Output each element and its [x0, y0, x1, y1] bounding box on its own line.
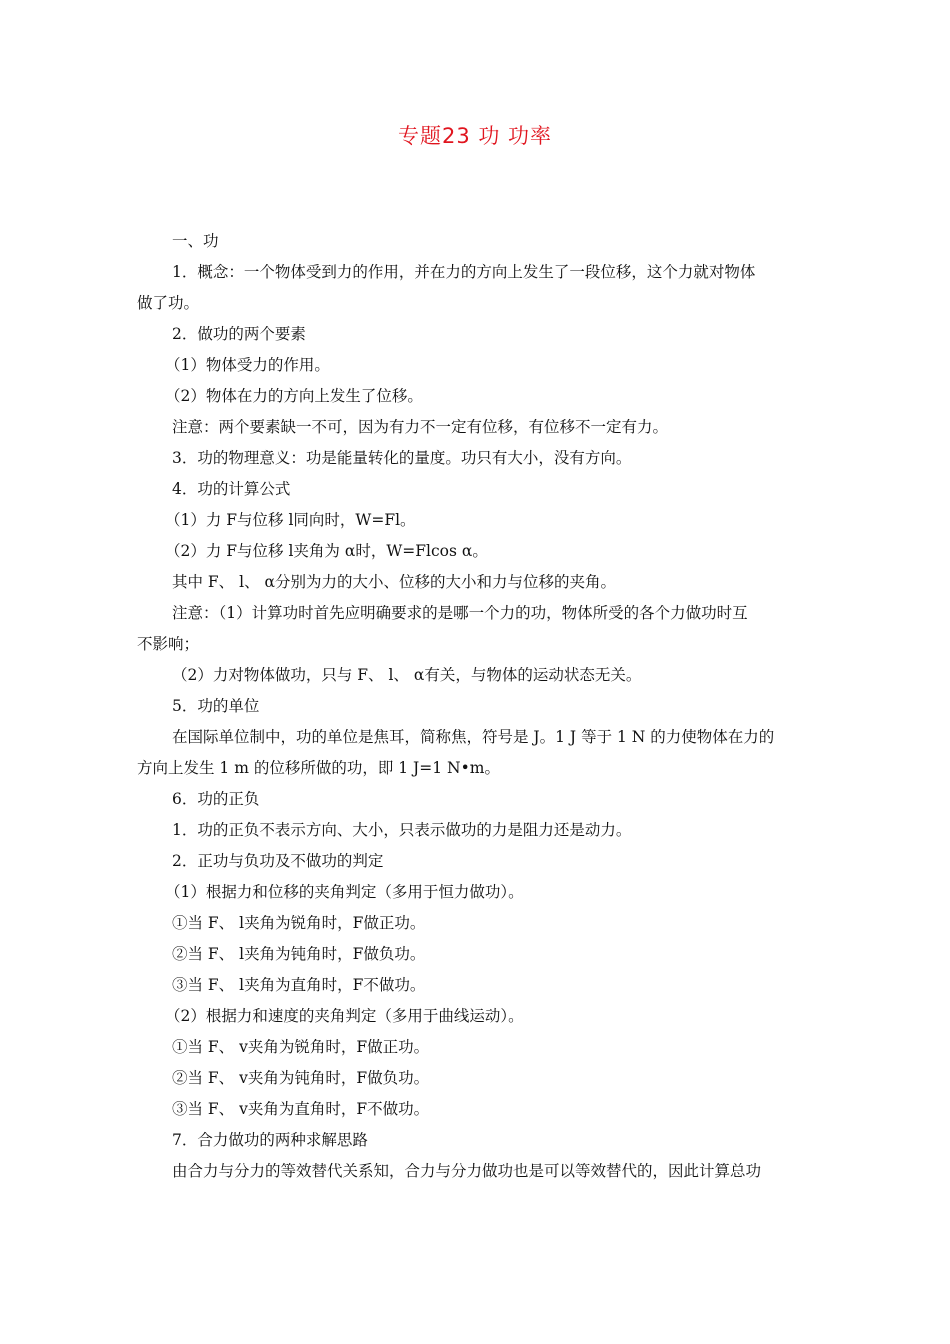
paragraph-line: ③当 F、 l夹角为直角时，F不做功。 [172, 976, 426, 994]
paragraph-line: （1）力 F与位移 l同向时，W=Fl。 [165, 511, 416, 529]
paragraph-line: 1．概念：一个物体受到力的作用，并在力的方向上发生了一段位移，这个力就对物体 [172, 263, 756, 281]
paragraph-line: （1）根据力和位移的夹角判定（多用于恒力做功）。 [165, 883, 524, 901]
paragraph-line: （2）物体在力的方向上发生了位移。 [165, 387, 423, 405]
paragraph-line: ②当 F、 v夹角为钝角时，F做负功。 [172, 1069, 430, 1087]
paragraph-line: 2．做功的两个要素 [172, 325, 306, 343]
paragraph-line: 方向上发生 1 m 的位移所做的功，即 1 J=1 N•m。 [137, 759, 500, 777]
paragraph-line: （2）力 F与位移 l夹角为 α时，W=Flcos α。 [165, 542, 488, 560]
paragraph-line: （1）物体受力的作用。 [165, 356, 330, 374]
document-body [137, 226, 817, 1187]
paragraph-line: 5．功的单位 [172, 697, 260, 715]
paragraph-line: 不影响； [137, 635, 200, 653]
paragraph-line: 其中 F、 l、 α分别为力的大小、位移的大小和力与位移的夹角。 [172, 573, 616, 591]
paragraph-line: 4．功的计算公式 [172, 480, 291, 498]
paragraph-line: 注意：（1）计算功时首先应明确要求的是哪一个力的功，物体所受的各个力做功时互 [172, 604, 748, 622]
paragraph-line: ①当 F、 v夹角为锐角时，F做正功。 [172, 1038, 430, 1056]
paragraph-line: 做了功。 [137, 294, 200, 312]
paragraph-line: ①当 F、 l夹角为锐角时，F做正功。 [172, 914, 426, 932]
paragraph-line: 7．合力做功的两种求解思路 [172, 1131, 368, 1149]
document-title: 专题23 功 功率 [397, 124, 553, 148]
paragraph-line: ③当 F、 v夹角为直角时，F不做功。 [172, 1100, 430, 1118]
paragraph-line: 6．功的正负 [172, 790, 260, 808]
paragraph-line: 1．功的正负不表示方向、大小，只表示做功的力是阻力还是动力。 [172, 821, 632, 839]
paragraph-line: 在国际单位制中，功的单位是焦耳，简称焦，符号是 J。1 J 等于 1 N 的力使物体在力的 [172, 728, 775, 746]
paragraph-line: 一、功 [172, 232, 219, 250]
paragraph-line: （2）根据力和速度的夹角判定（多用于曲线运动）。 [165, 1007, 524, 1025]
paragraph-line: 3．功的物理意义：功是能量转化的量度。功只有大小，没有方向。 [172, 449, 632, 467]
paragraph-line: ②当 F、 l夹角为钝角时，F做负功。 [172, 945, 426, 963]
paragraph-line: （2）力对物体做功，只与 F、 l、 α有关，与物体的运动状态无关。 [172, 666, 642, 684]
paragraph-line: 由合力与分力的等效替代关系知，合力与分力做功也是可以等效替代的，因此计算总功 [172, 1162, 762, 1180]
paragraph-line: 2．正功与负功及不做功的判定 [172, 852, 384, 870]
paragraph-line: 注意：两个要素缺一不可，因为有力不一定有位移，有位移不一定有力。 [172, 418, 669, 436]
